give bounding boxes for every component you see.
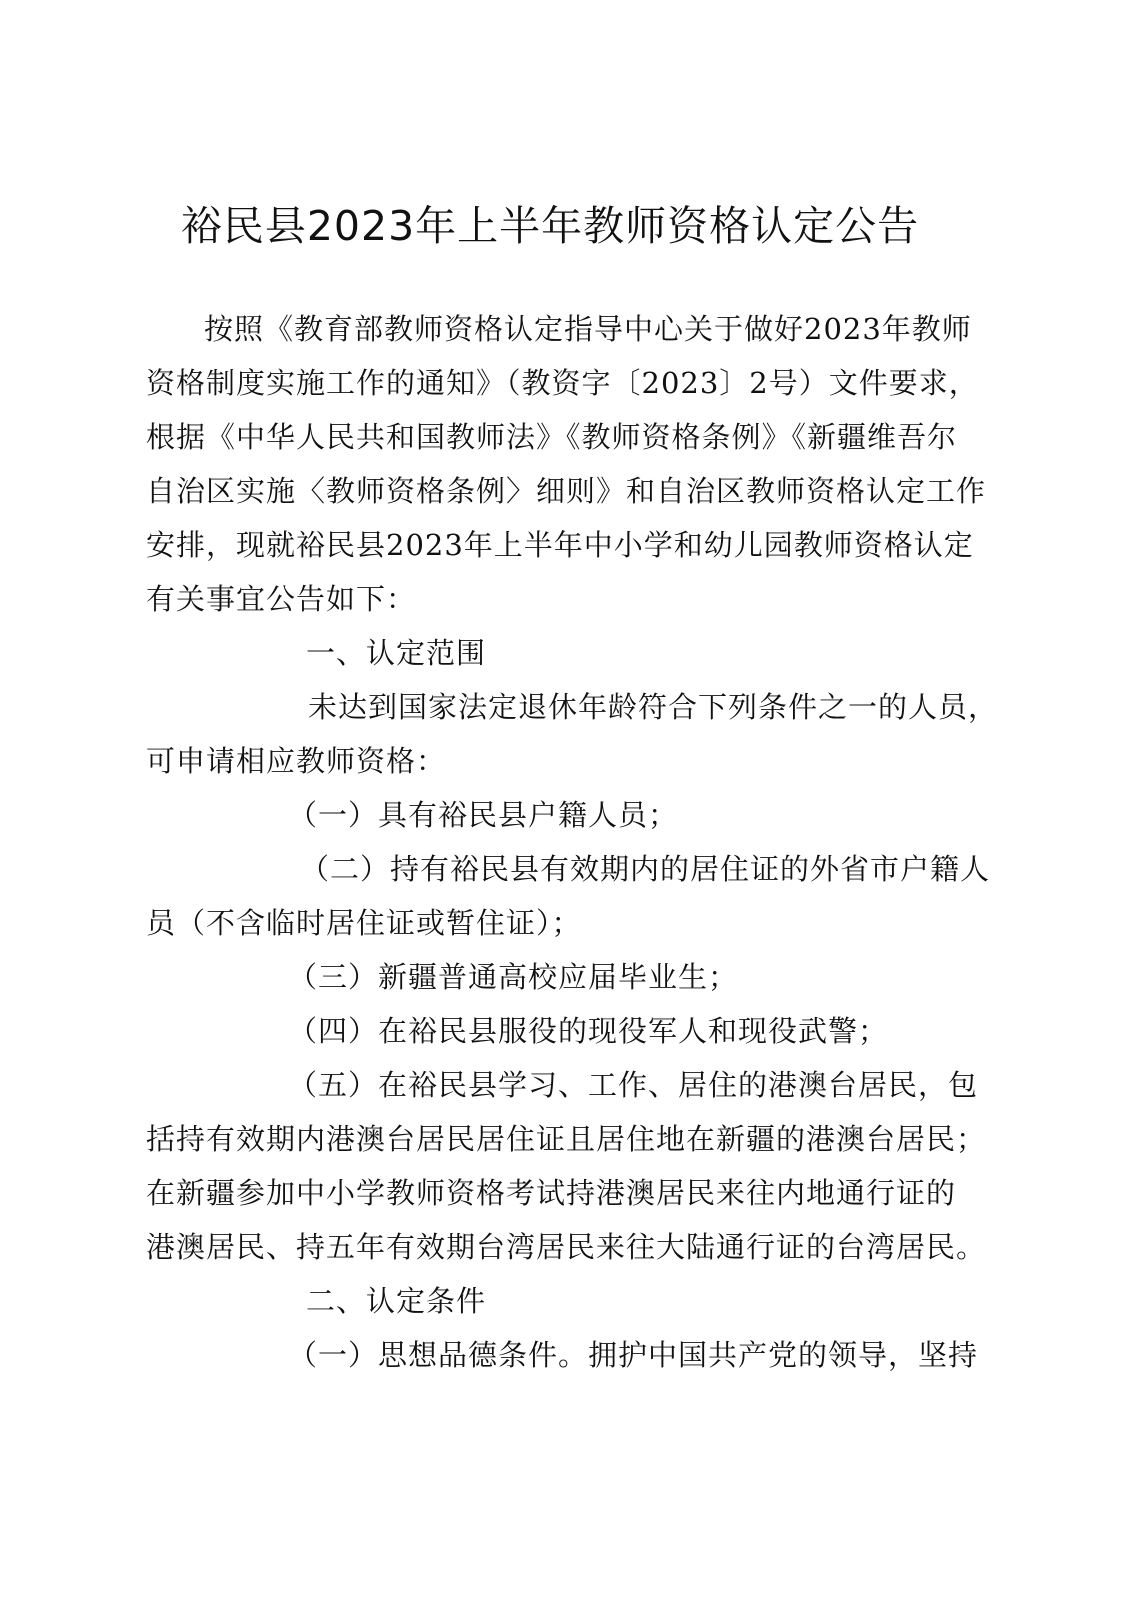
list-item: 括持有效期内港澳台居民居住证且居住地在新疆的港澳台居民； xyxy=(146,1122,987,1156)
list-item: （三）新疆普通高校应届毕业生； xyxy=(288,960,739,994)
intro-line: 有关事宜公告如下： xyxy=(146,582,417,616)
list-item: （二）持有裕民县有效期内的居住证的外省市户籍人 xyxy=(300,852,991,886)
section-lead-line: 可申请相应教师资格： xyxy=(146,744,447,778)
list-item: 员（不含临时居住证或暂住证）； xyxy=(146,906,582,940)
section-heading: 二、认定条件 xyxy=(306,1284,487,1318)
intro-line: 按照《教育部教师资格认定指导中心关于做好2023年教师 xyxy=(204,312,972,346)
list-item: （一）思想品德条件。拥护中国共产党的领导，坚持 xyxy=(288,1338,979,1372)
list-item: （一）具有裕民县户籍人员； xyxy=(288,798,679,832)
intro-line: 安排，现就裕民县2023年上半年中小学和幼儿园教师资格认定 xyxy=(146,528,974,562)
intro-line: 自治区实施〈教师资格条例〉细则》和自治区教师资格认定工作 xyxy=(146,474,987,508)
intro-line: 根据《中华人民共和国教师法》《教师资格条例》《新疆维吾尔 xyxy=(146,420,958,454)
list-item: （四）在裕民县服役的现役军人和现役武警； xyxy=(288,1014,889,1048)
list-item: 在新疆参加中小学教师资格考试持港澳居民来往内地通行证的 xyxy=(146,1176,957,1210)
list-item: 港澳居民、持五年有效期台湾居民来往大陆通行证的台湾居民。 xyxy=(146,1230,987,1264)
intro-line: 资格制度实施工作的通知》（教资字〔2023〕2号）文件要求， xyxy=(146,366,979,400)
document-title: 裕民县2023年上半年教师资格认定公告 xyxy=(180,202,920,250)
list-item: （五）在裕民县学习、工作、居住的港澳台居民，包 xyxy=(288,1068,979,1102)
section-lead-line: 未达到国家法定退休年龄符合下列条件之一的人员， xyxy=(308,690,999,724)
section-heading: 一、认定范围 xyxy=(306,636,487,670)
